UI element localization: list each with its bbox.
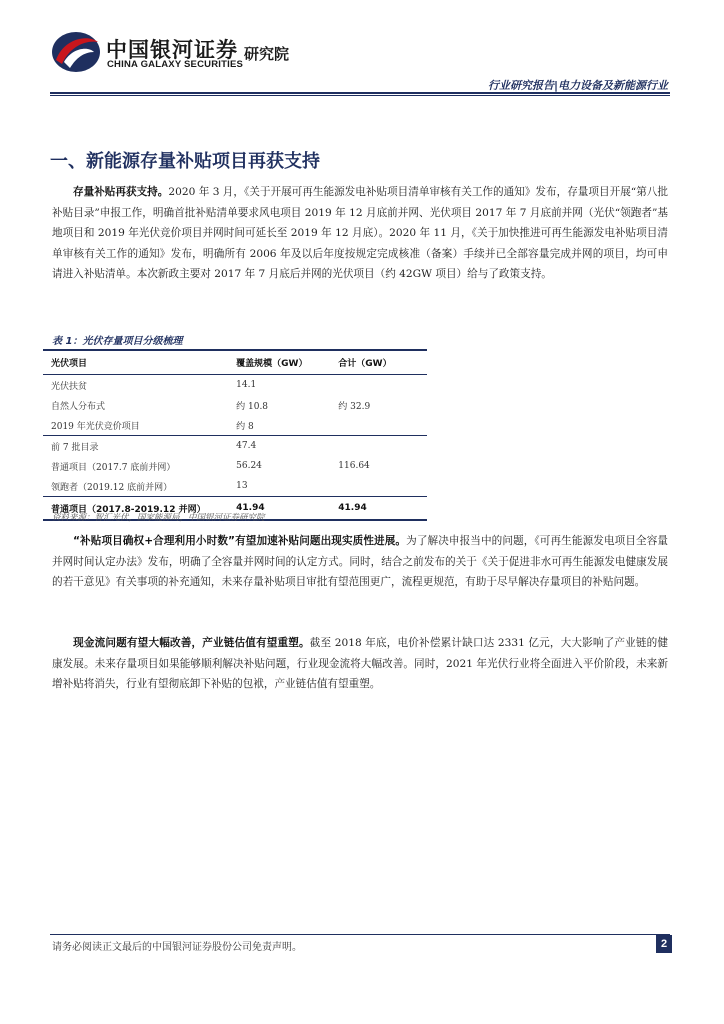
brand-name-en: CHINA GALAXY SECURITIES bbox=[107, 59, 244, 70]
table-header-project: 光伏项目 bbox=[51, 359, 88, 369]
table-cell: 56.24 bbox=[236, 461, 262, 471]
table-header-total: 合计（GW） bbox=[338, 359, 392, 369]
table-cell bbox=[330, 375, 427, 396]
table-cell: 14.1 bbox=[236, 380, 257, 390]
table-cell: 光伏扶贫 bbox=[51, 381, 88, 392]
header-divider-thin bbox=[50, 95, 670, 96]
table-source: 资料来源：智汇光伏，国家能源局，中国银河证券研究院 bbox=[52, 513, 265, 523]
paragraph-3-lead: 现金流问题有望大幅改善，产业链估值有望重塑。 bbox=[73, 637, 310, 649]
page-number: 2 bbox=[656, 935, 672, 953]
table-row bbox=[43, 395, 427, 415]
table-cell: 116.64 bbox=[338, 461, 370, 471]
table-header-row bbox=[43, 350, 427, 375]
footer-disclaimer: 请务必阅读正文最后的中国银河证券股份公司免责声明。 bbox=[52, 942, 302, 953]
table-cell: 领跑者（2019.12 底前并网） bbox=[51, 482, 173, 493]
table-cell: 13 bbox=[236, 481, 248, 491]
table-cell bbox=[330, 415, 427, 436]
table-cell: 41.94 bbox=[236, 503, 265, 513]
table-cell: 前 7 批目录 bbox=[51, 442, 99, 453]
header-divider bbox=[50, 92, 670, 94]
table-cell: 约 10.8 bbox=[236, 401, 269, 412]
report-type: 行业研究报告|电力设备及新能源行业 bbox=[487, 79, 668, 92]
galaxy-logo-icon bbox=[50, 30, 102, 74]
pv-stock-project-table bbox=[43, 349, 427, 521]
table-cell: 自然人分布式 bbox=[51, 401, 106, 412]
table-cell: 41.94 bbox=[338, 503, 367, 513]
table-header-scale: 覆盖规模（GW） bbox=[236, 359, 308, 369]
section-title: 一、新能源存量补贴项目再获支持 bbox=[50, 151, 320, 172]
table-cell: 普通项目（2017.7 底前并网） bbox=[51, 462, 176, 473]
paragraph-1-text: 2020 年 3 月，《关于开展可再生能源发电补贴项目清单审核有关工作的通知》发布，存量项目开展“第八批补贴目录”申报工作，明确首批补贴清单要求风电项目 2019 年 12 月底前并网、光伏项目 2017 年 7 月底前并网（光伏“领跑者”基地项目和 2019 年光伏竞价项目并网时间可延长至 2019 年 12 月底）。2020 年 11 月，《关于加快推进可再生能源发电补贴项目清单审核有关工作的通知》发布，明确所有 2006 年及以后年度按规定完成核准（备案）手续并已全部容量完成并网的项目，均可申请进入补贴清单。本次新政主要对 2017 年 7 月底后并网的光伏项目（约 42GW 项目）给与了政策支持。 bbox=[52, 186, 669, 281]
table-row bbox=[43, 476, 427, 497]
paragraph-3 bbox=[52, 633, 668, 695]
paragraph-2-text: 为了解决申报当中的问题，《可再生能源发电项目全容量并网时间认定办法》发布，明确了全容量并网时间的认定方式。同时，结合之前发布的关于《关于促进非水可再生能源发电健康发展的若干意见》有关事项的补充通知，未来存量补贴项目审批有望范围更广，流程更规范，有助于尽早解决存量项目的补贴问题。 bbox=[52, 535, 668, 589]
table-row bbox=[43, 436, 427, 457]
table-row bbox=[43, 415, 427, 436]
brand-name-cn: 中国银河证券 bbox=[106, 38, 238, 62]
paragraph-1 bbox=[52, 182, 668, 285]
table-cell: 约 8 bbox=[236, 421, 254, 432]
table-cell bbox=[330, 436, 427, 457]
paragraph-2-lead: “补贴项目确权+合理利用小时数”有望加速补贴问题出现实质性进展。 bbox=[73, 535, 407, 547]
table-cell: 普通项目（2017.8-2019.12 并网） bbox=[51, 504, 206, 515]
footer-divider bbox=[50, 934, 670, 935]
paragraph-2 bbox=[52, 531, 668, 593]
table-cell: 约 32.9 bbox=[338, 401, 371, 412]
table-caption: 表 1：光伏存量项目分级梳理 bbox=[52, 336, 183, 347]
table-cell: 47.4 bbox=[236, 441, 257, 451]
brand-institute: 研究院 bbox=[244, 45, 290, 63]
table-cell bbox=[330, 476, 427, 497]
paragraph-3-text: 截至 2018 年底，电价补偿累计缺口达 2331 亿元，大大影响了产业链的健康发展。未来存量项目如果能够顺利解决补贴问题，行业现金流将大幅改善。同时，2021 年光伏行业将全面进入平价阶段，未来新增补贴将消失，行业有望彻底卸下补贴的包袱，产业链估值有望重塑。 bbox=[52, 637, 669, 691]
table-row bbox=[43, 375, 427, 396]
table-cell: 2019 年光伏竞价项目 bbox=[51, 421, 140, 432]
paragraph-1-lead: 存量补贴再获支持。 bbox=[73, 186, 169, 198]
table-row bbox=[43, 456, 427, 476]
